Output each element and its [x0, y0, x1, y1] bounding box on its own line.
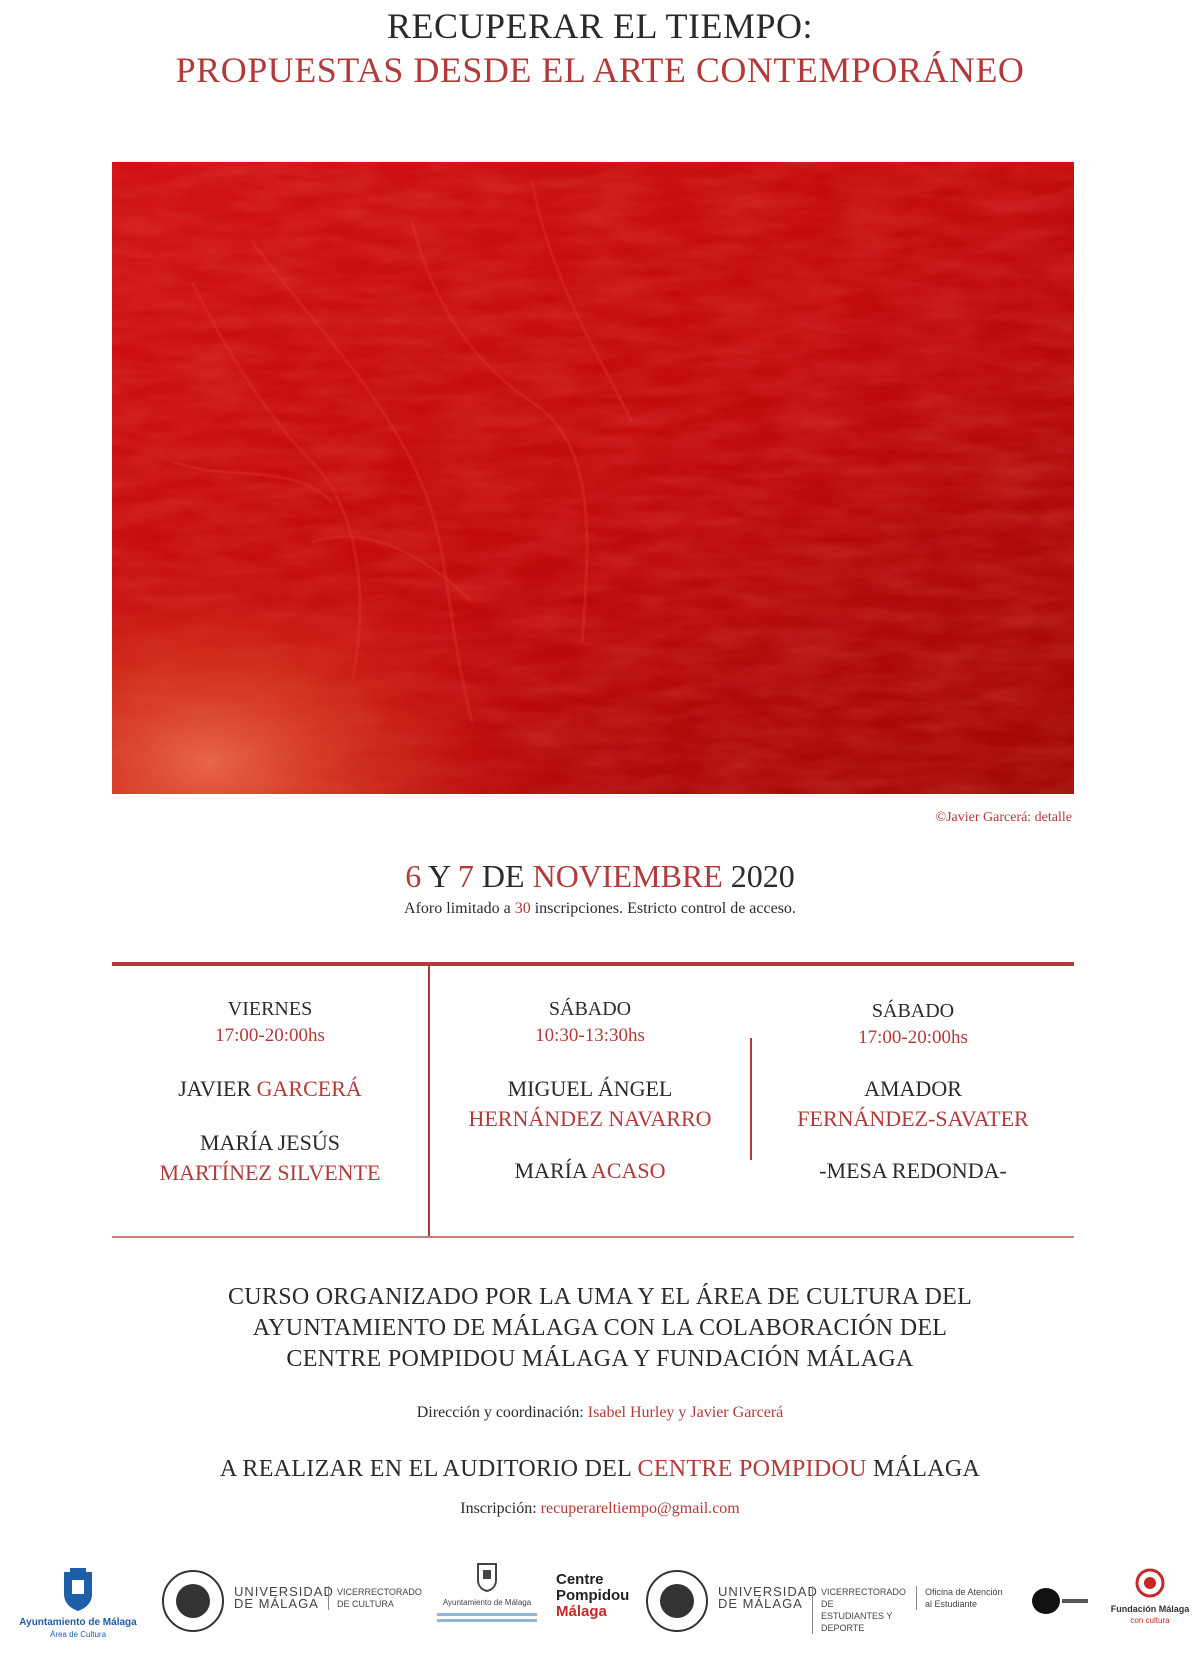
ayto-small-bar [437, 1613, 537, 1616]
event-dates [0, 858, 1200, 895]
pompidou-line-c: Málaga [556, 1603, 607, 1620]
speaker-last-name: GARCERÁ [256, 1076, 362, 1101]
logo-ayuntamiento-text: Ayuntamiento de Málaga [19, 1617, 137, 1628]
artwork-texture [112, 162, 1074, 794]
artwork-credit: ©Javier Garcerá: detalle [935, 810, 1072, 825]
speaker-hernandez-first: MIGUEL ÁNGEL [507, 1076, 673, 1101]
date-month: NOVIEMBRE [532, 858, 723, 894]
pompidou-line-b: Pompidou [556, 1587, 630, 1604]
title-line-1: RECUPERAR EL TIEMPO: [386, 6, 814, 46]
organizer-line-3: CENTRE POMPIDOU MÁLAGA Y FUNDACIÓN MÁLAGA [286, 1346, 914, 1372]
uma2-line-b: DE MÁLAGA [718, 1596, 803, 1611]
logo-oficina-atencion [916, 1586, 1025, 1610]
inscription-email[interactable]: recuperareltiempo@gmail.com [540, 1500, 740, 1517]
date-and: Y [428, 858, 450, 894]
logo-fundacion-malaga [1106, 1568, 1194, 1627]
inscription-label: Inscripción: [460, 1500, 537, 1517]
ayto-small-bar [437, 1619, 537, 1622]
uma2-line-d: ESTUDIANTES Y DEPORTE [821, 1611, 893, 1633]
speaker-acaso [430, 1156, 750, 1186]
date-de: DE [481, 858, 525, 894]
venue-prefix: A REALIZAR EN EL AUDITORIO DEL [219, 1456, 632, 1482]
session-day: SÁBADO [871, 1000, 955, 1022]
logo-centre-pompidou [556, 1572, 636, 1620]
title-line-2: PROPUESTAS DESDE EL ARTE CONTEMPORÁNEO [175, 50, 1025, 90]
date-day-1: 6 [405, 858, 422, 894]
venue-suffix: MÁLAGA [873, 1456, 981, 1482]
date-year: 2020 [730, 858, 795, 894]
logo-uma-estudiantes [646, 1570, 906, 1632]
capacity-note [0, 900, 1200, 918]
speaker-last-name: ACASO [590, 1158, 666, 1183]
oficina-line-a: Oficina de Atención [925, 1587, 1003, 1597]
speaker-first-name: JAVIER [178, 1076, 252, 1101]
venue-place: CENTRE POMPIDOU [637, 1456, 867, 1482]
logo-uma-cultura [162, 1570, 422, 1632]
speaker-martinez-last: MARTÍNEZ SILVENTE [159, 1160, 381, 1185]
shield-icon [62, 1568, 94, 1612]
session-saturday-afternoon [752, 998, 1074, 1186]
uma1-line-a: UNIVERSIDAD [234, 1584, 334, 1599]
fundacion-line-a: Fundación Málaga [1110, 1604, 1190, 1614]
speaker-martinez-first: MARÍA JESÚS [200, 1130, 340, 1155]
uma2-line-c: VICERRECTORADO DE [821, 1587, 906, 1609]
date-day-2: 7 [457, 858, 474, 894]
speaker-garcera [112, 1074, 428, 1104]
sponsor-logos [0, 1562, 1200, 1662]
speaker-first-name: MARÍA [514, 1158, 587, 1183]
capacity-number: 30 [514, 900, 531, 917]
direction-names: Isabel Hurley y Javier Garcerá [587, 1404, 784, 1421]
direction-line [0, 1404, 1200, 1422]
artwork-image [112, 162, 1074, 794]
capacity-prefix: Aforo limitado a [404, 900, 511, 917]
blob-icon [1030, 1586, 1090, 1616]
logo-ayuntamiento-sub: Área de Cultura [49, 1630, 107, 1639]
fundacion-line-b: con cultura [1130, 1616, 1170, 1625]
uma-seal-icon [646, 1570, 708, 1632]
oficina-line-b: al Estudiante [925, 1599, 978, 1609]
coat-of-arms-icon [476, 1562, 498, 1592]
direction-label: Dirección y coordinación: [416, 1404, 584, 1421]
poster-title [0, 4, 1200, 92]
session-friday [112, 996, 428, 1188]
ayto-small-text: Ayuntamiento de Málaga [442, 1598, 532, 1607]
session-time: 17:00-20:00hs [858, 1027, 968, 1048]
uma2-line-a: UNIVERSIDAD [718, 1584, 818, 1599]
venue-line [0, 1456, 1200, 1483]
uma1-line-c: VICERRECTORADO [337, 1587, 422, 1597]
organizer-statement [0, 1282, 1200, 1375]
organizer-line-1: CURSO ORGANIZADO POR LA UMA Y EL ÁREA DE CULTURA DEL [227, 1284, 973, 1310]
session-saturday-morning [430, 996, 750, 1186]
uma1-line-b: DE MÁLAGA [234, 1596, 319, 1611]
schedule-bottom-rule [112, 1236, 1074, 1238]
round-table-label: -MESA REDONDA- [819, 1158, 1007, 1183]
session-day: VIERNES [227, 998, 313, 1020]
uma1-line-d: DE CULTURA [337, 1599, 394, 1609]
speaker-hernandez-last: HERNÁNDEZ NAVARRO [468, 1106, 712, 1131]
inscription-line [0, 1500, 1200, 1518]
speaker-fernandez-last: FERNÁNDEZ-SAVATER [797, 1106, 1029, 1131]
session-time: 10:30-13:30hs [535, 1025, 645, 1046]
session-time: 17:00-20:00hs [215, 1025, 325, 1046]
session-day: SÁBADO [548, 998, 632, 1020]
pompidou-line-a: Centre [556, 1571, 604, 1588]
speaker-fernandez-first: AMADOR [864, 1076, 962, 1101]
logo-ayuntamiento [8, 1568, 148, 1641]
capacity-suffix: inscripciones. Estricto control de acceso. [534, 900, 796, 917]
fundacion-emblem-icon [1135, 1568, 1165, 1598]
logo-ayuntamiento-small [432, 1562, 542, 1622]
organizer-line-2: AYUNTAMIENTO DE MÁLAGA CON LA COLABORACIÓN DEL [252, 1315, 948, 1341]
logo-blob [1030, 1586, 1090, 1621]
uma-seal-icon [162, 1570, 224, 1632]
schedule-top-rule [112, 962, 1074, 966]
